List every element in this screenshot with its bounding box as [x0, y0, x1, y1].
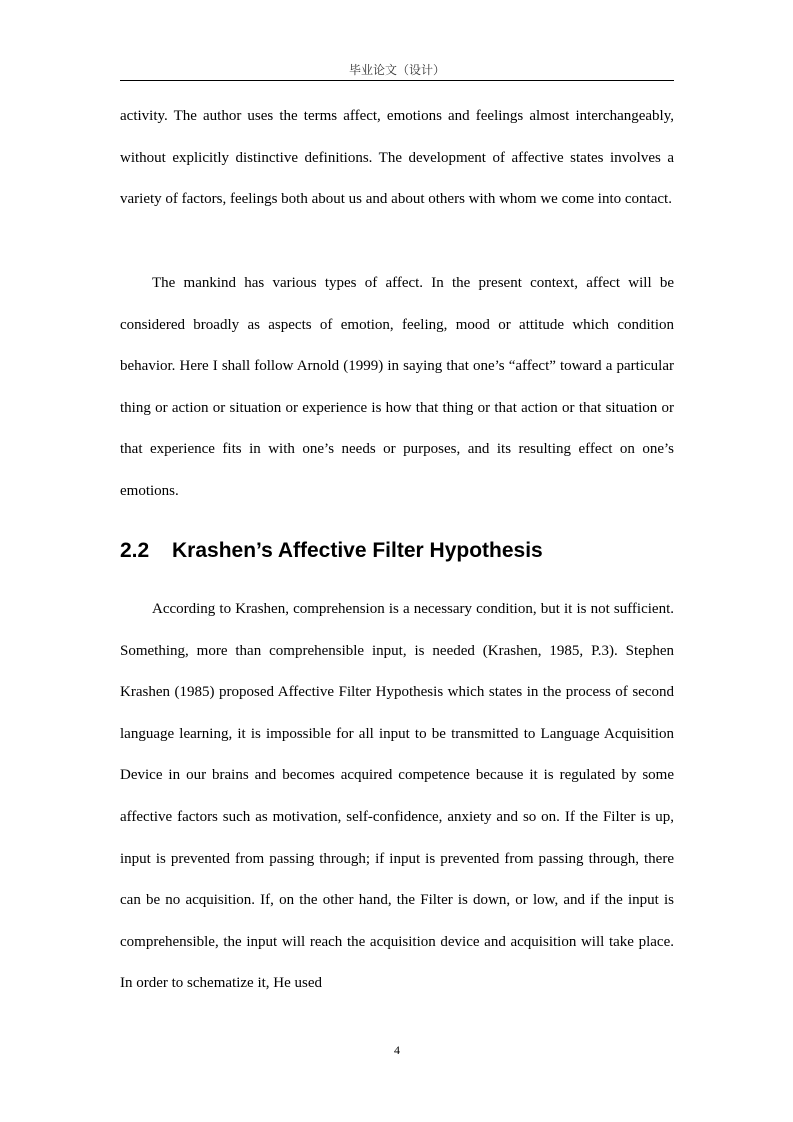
page-number: 4 — [394, 1043, 400, 1057]
body-paragraph-affect-types: The mankind has various types of affect. In the present context, affect will be considered broadly as aspects of emotion, feeling, mood or attitude which condition behavior. Here I shall follow Arnold (1999) in saying that one’s “affect” toward a particular thing or action or situation or experience is how that thing or that action or that situation or that experience fits in with one’s needs or purposes, and its resulting effect on one’s emotions. — [120, 275, 674, 499]
body-paragraph-continued: activity. The author uses the terms affect, emotions and feelings almost interchangeably, without explicitly distinctive definitions. The development of affective states involves a variety of factors, feelings both about us and about others with whom we come into contact. — [120, 108, 674, 208]
page-header: 毕业论文（设计） — [120, 60, 674, 81]
section-heading — [120, 536, 674, 566]
section-title: Krashen’s Affective Filter Hypothesis — [172, 539, 543, 562]
section-number: 2.2 — [120, 539, 150, 562]
body-paragraph-krashen: According to Krashen, comprehension is a necessary condition, but it is not sufficient. Something, more than comprehensible input, is needed (Krashen, 1985, P.3). Stephen Krashen (1985) proposed Affective Filter Hypothesis which states in the process of second language learning, it is impossible for all input to be transmitted to Language Acquisition Device in our brains and becomes acquired competence because it is regulated by some affective factors such as motivation, self-confidence, anxiety and so on. If the Filter is up, input is prevented from passing through; if input is prevented from passing through, there can be no acquisition. If, on the other hand, the Filter is down, or low, and if the input is comprehensible, the input will reach the acquisition device and acquisition will take place. In order to schematize it, He used — [120, 601, 674, 992]
